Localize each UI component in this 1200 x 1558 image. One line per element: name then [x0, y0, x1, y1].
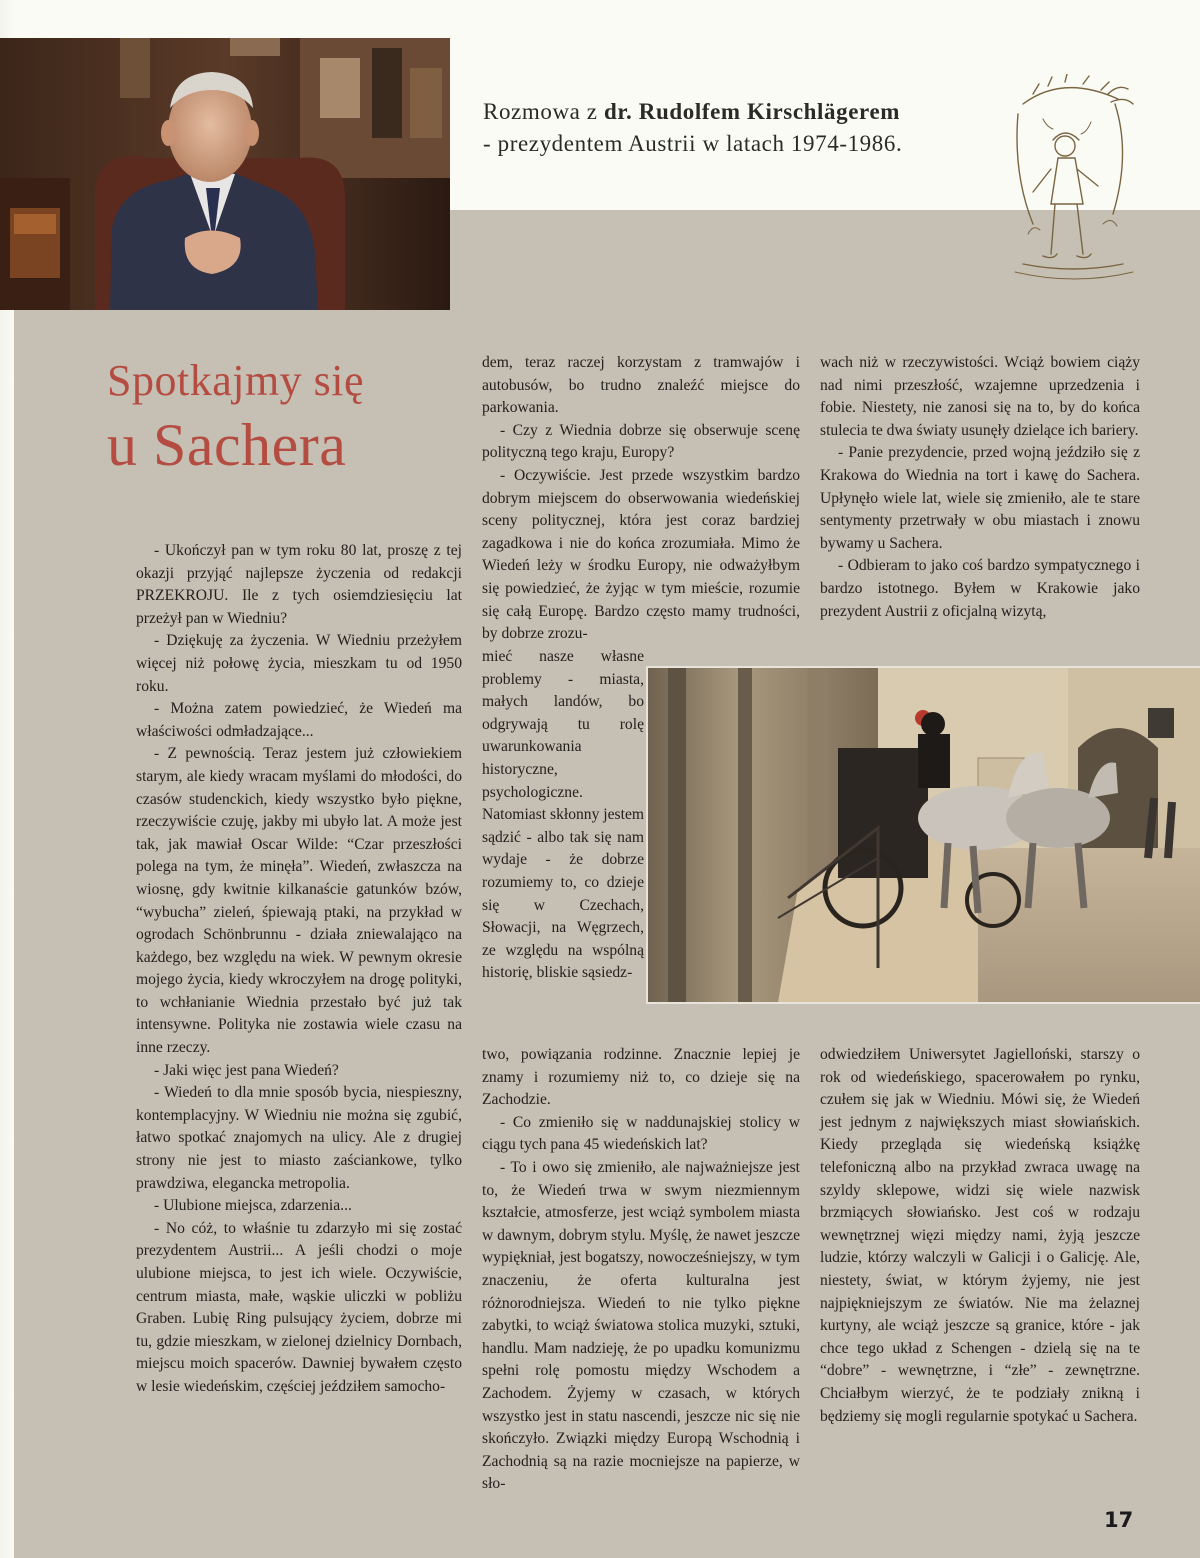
intro-line-1 [483, 96, 1003, 128]
text-column-3-top [820, 352, 1140, 623]
text-column-2-narrow [482, 646, 644, 985]
paragraph: - Z pewnością. Teraz jestem już człowiekiem starym, ale kiedy wracam myślami do młodości, do czasów studenckich, kiedy wszystko było piękne, rzeczywiście czuję, jakby mi ubyło lat. A może jest tak, jak mawiał Oscar Wilde: “Czar przeszłości polega na tym, że minęła”. Wiedeń, zwłaszcza na wiosnę, gdy kwitnie kilkanaście gatunków bzów, “wybucha” zieleń, śpiewają ptaki, na przykład w ogrodach Schönbrunnu - działa zniewalająco na każdego, bez względu na wiek. W pewnym okresie mojego życia, kiedy wkroczyłem na drogę polityki, to wchłanianie Wiednia przestało być już tak intensywne. Polityka nie zostawia wiele czasu na inne rzeczy. [136, 745, 462, 1057]
paragraph: - Oczywiście. Jest przede wszystkim bardzo dobrym miejscem do obserwowania wiedeńskiej sceny politycznej, która jest coraz bardziej zagadkowa i nie do końca zrozumiała. Mimo że Wiedeń leży w środku Europy, nie odważyłbym się powiedzieć, że żyjąc w tym mieście, rozumie się całą Europę. Bardzo często mamy trudności, by dobrze zrozu- [482, 466, 800, 643]
paragraph: - Panie prezydencie, przed wojną jeździło się z Krakowa do Wiednia na tort i kawę do Sachera. Upłynęło wiele lat, wiele się zmieniło, ale te stare sentymenty przetrwały w obu miastach i znowu bywamy u Sachera. [820, 444, 1140, 552]
paragraph: wach niż w rzeczywistości. Wciąż bowiem ciąży nad nimi przeszłość, wzajemne uprzedzenia i fobie. Niestety, nie zanosi się na to, by do końca stulecia te dwa światy usunęły dzielące ich bariery. [820, 354, 1140, 439]
paragraph: odwiedziłem Uniwersytet Jagielloński, starszy o rok od wiedeńskiego, spacerowałem po rynku, czułem się jak w Wiedniu. Mówi się, że Wiedeń jest jednym z największych miast słowiańskich. Kiedy przegląda się wiedeńską książkę telefoniczną albo na przykład zwraca uwagę na szyldy sklepowe, widzi się wiele nazwisk brzmiących słowiańsko. Jest coś w rodzaju wewnętrznej więzi między nami, żyją jeszcze ludzie, którzy walczyli w Galicji i o Galicję. Ale, niestety, świat, w którym żyjemy, nie jest najpiękniejszym ze światów. Nie ma żelaznej kurtyny, ale wciąż jeszcze są granice, które - jak chce tego układ z Schengen - dzielą się na te “dobre” - wewnętrzne, i “złe” - zewnętrzne. Chciałbym wierzyć, że te podziały znikną i będziemy się mogli regularnie spotykać u Sachera. [820, 1046, 1140, 1425]
article-intro [483, 96, 1003, 160]
title-line-1: Spotkajmy się [107, 356, 365, 405]
text-column-1 [136, 540, 462, 1399]
article-title [107, 354, 364, 480]
paragraph: mieć nasze własne problemy - miasta, małych landów, bo odgrywają tu rolę uwarunkowania historyczne, psychologiczne. Natomiast skłonny jestem sądzić - albo tak się nam wydaje - że dobrze rozumiemy to, co dzieje się w Czechach, Słowacji, na Węgrzech, ze względu na wspólną historię, bliskie sąsiedz- [482, 648, 644, 982]
title-line-2: u Sachera [107, 412, 347, 478]
paragraph: - To i owo się zmieniło, ale najważniejsze jest to, że Wiedeń trwa w swym niezmiennym kształcie, atmosferze, jest wciąż symbolem miasta w dawnym, dobrym stylu. Myślę, że nawet jeszcze wypiękniał, jest bogatszy, nowocześniejszy, w tym znaczeniu, że oferta kulturalna jest różnorodniejsza. Wiedeń to nie tylko piękne zabytki, to wciąż światowa stolica muzyki, sztuki, handlu. Mam nadzieję, że po upadku komunizmu spełni rolę pomostu między Wschodem a Zachodem. Żyjemy w czasach, w których wszystko jest in statu nascendi, jeszcze nic się nie skończyło. Związki między Europą Wschodnią i Zachodnią są na razie mocniejsze na papierze, w sło- [482, 1158, 800, 1493]
carriage-street-photo [648, 668, 1200, 1002]
paragraph: - Ulubione miejsca, zdarzenia... [154, 1197, 352, 1215]
intro-line-2: - prezydentem Austrii w latach 1974-1986. [483, 131, 903, 156]
paragraph: dem, teraz raczej korzystam z tramwajów i autobusów, bo trudno znaleźć miejsce do parkowania. [482, 354, 800, 417]
intro-prefix: Rozmowa z [483, 99, 604, 124]
paragraph: - Można zatem powiedzieć, że Wiedeń ma właściwości odmładzające... [136, 700, 462, 740]
paragraph: - Co zmieniło się w naddunajskiej stolicy w ciągu tych pana 45 wiedeńskich lat? [482, 1113, 800, 1154]
portrait-photo [0, 38, 450, 310]
paragraph: - Czy z Wiednia dobrze się obserwuje scenę polityczną tego kraju, Europy? [482, 421, 800, 462]
text-column-2-top [482, 352, 800, 646]
paragraph: - Ukończył pan w tym roku 80 lat, proszę z tej okazji przyjąć najlepsze życzenia od redakcji PRZEKROJU. Ile z tych osiemdziesięciu lat przeżył pan w Wiedniu? [136, 542, 462, 627]
paragraph: - Dziękuję za życzenia. W Wiedniu przeżyłem więcej niż połowę życia, mieszkam tu od 1950 roku. [136, 632, 462, 695]
paragraph: - Odbieram to jako coś bardzo sympatycznego i bardzo istotnego. Byłem w Krakowie jako prezydent Austrii z oficjalną wizytą, [820, 557, 1140, 620]
text-column-2-bottom [482, 1044, 800, 1496]
vintage-hunter-sketch-icon [1003, 74, 1138, 289]
text-column-3-bottom [820, 1044, 1140, 1428]
paragraph: - No cóż, to właśnie tu zdarzyło mi się zostać prezydentem Austrii... A jeśli chodzi o moje ulubione miejsca, to jest ich wiele. Oczywiście, centrum miasta, małe, wąskie uliczki w pobliżu Graben. Lubię Ring pulsujący życiem, dobrze mi tu, gdzie mieszkam, w zielonej dzielnicy Dornbach, miejscu moich spacerów. Dawniej bywałem często w lesie wiedeńskim, częściej jeździłem samocho- [136, 1219, 462, 1395]
paragraph: - Jaki więc jest pana Wiedeń? [154, 1061, 339, 1079]
paragraph: - Wiedeń to dla mnie sposób bycia, niespieszny, kontemplacyjny. W Wiedniu nie można się zgubić, łatwo spotkać znajomych na ulicy. Ale z drugiej strony nie jest to miasto zaściankowe, tylko prawdziwa, elegancka metropolia. [136, 1084, 462, 1192]
page-number: 17 [1104, 1508, 1134, 1532]
interviewee-name: dr. Rudolfem Kirschlägerem [603, 99, 901, 124]
paragraph: two, powiązania rodzinne. Znacznie lepiej je znamy i rozumiemy niż to, co dzieje się na Zachodzie. [482, 1046, 800, 1109]
